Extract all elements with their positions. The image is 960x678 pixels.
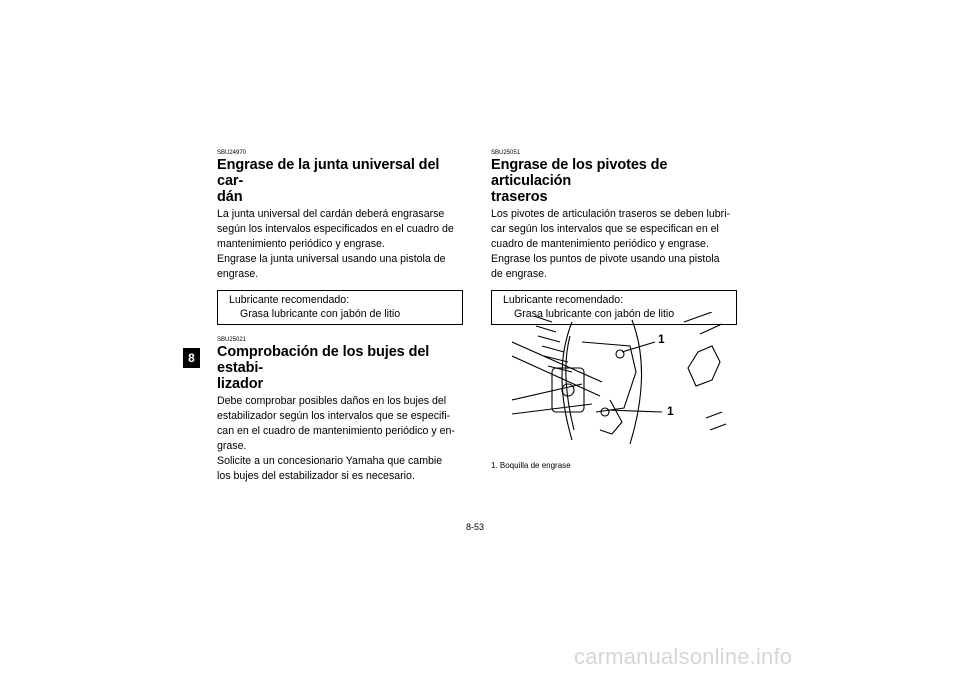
- section-body: Debe comprobar posibles daños en los bujes del estabilizador según los intervalos que se especifi- can en el cuadro de mantenimiento periódico y en- grase. Solicite a un concesionario Yamaha que cambie los bujes del estabilizador si es necesario.: [217, 395, 455, 482]
- figure-caption: 1. Boquilla de engrase: [491, 461, 571, 470]
- callout-label: 1: [667, 404, 674, 418]
- lubricant-box: Lubricante recomendado: Grasa lubricante con jabón de litio: [217, 290, 463, 325]
- section-heading: Engrase de la junta universal del car- dán: [217, 157, 440, 205]
- lubricant-box: Lubricante recomendado: Grasa lubricante con jabón de litio: [491, 290, 737, 325]
- watermark: carmanualsonline.info: [574, 644, 793, 669]
- section-code: SBU25051: [491, 150, 521, 156]
- section-heading: Engrase de los pivotes de articulación traseros: [491, 157, 668, 205]
- section-heading: Comprobación de los bujes del estabi- lizador: [217, 344, 430, 392]
- right-column: [491, 150, 739, 325]
- section-code: SBU24970: [217, 150, 247, 156]
- section-body: Los pivotes de articulación traseros se deben lubri- car según los intervalos que se especifican en el cuadro de mantenimiento periódico y engrase. Engrase los puntos de pivote usando una pistola de engrase.: [491, 208, 731, 280]
- section-body: La junta universal del cardán deberá engrasarse según los intervalos especificados en el cuadro de mantenimiento periódico y engrase. Engrase la junta universal usando una pistola de engrase.: [217, 208, 454, 280]
- left-column: [217, 150, 465, 484]
- section-code: SBU25021: [217, 337, 247, 343]
- chapter-tab: 8: [183, 348, 200, 368]
- callout-label: 1: [658, 332, 665, 346]
- page-number: 8-53: [466, 522, 485, 532]
- rear-pivot-illustration: [512, 312, 729, 452]
